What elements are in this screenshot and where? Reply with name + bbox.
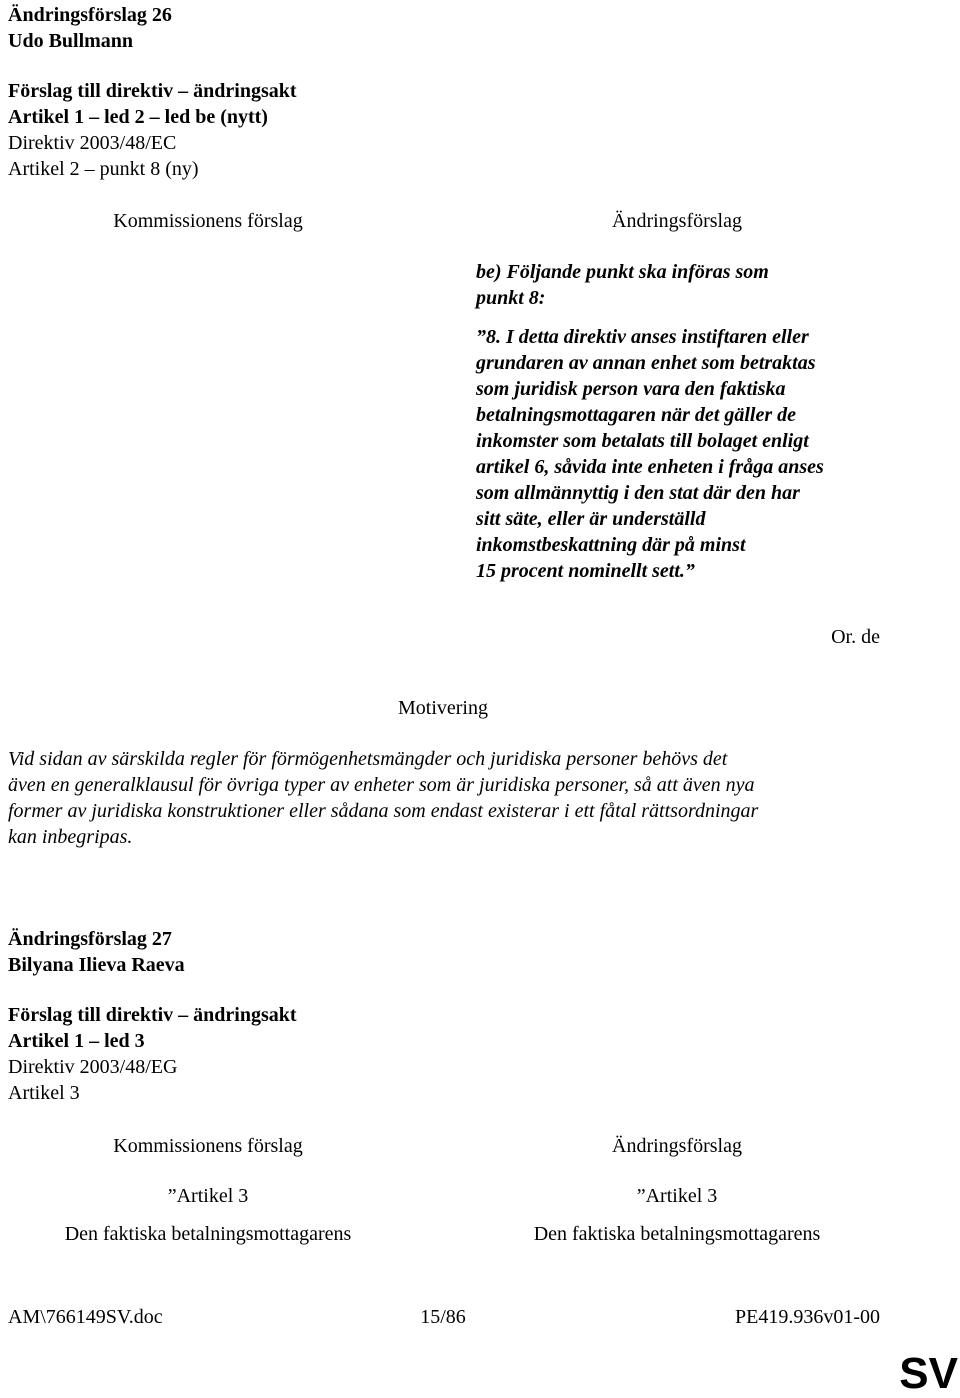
amendment-27-title: Ändringsförslag 27 bbox=[8, 928, 172, 950]
amendment-26-intro bbox=[476, 259, 769, 311]
amendment-26-header-block bbox=[8, 2, 172, 54]
amendment-26-text-line: som juridisk person vara den faktiska bbox=[476, 378, 786, 400]
amendment-27-amendment-heading: Den faktiska betalningsmottagarens bbox=[533, 1223, 821, 1245]
amendment-27-author: Bilyana Ilieva Raeva bbox=[8, 954, 185, 976]
amendment-26-directive: Direktiv 2003/48/EC bbox=[8, 132, 177, 154]
justification-text bbox=[8, 746, 758, 850]
amendment-26-text-line: betalningsmottagaren när det gäller de bbox=[476, 404, 797, 426]
justification-line: former av juridiska konstruktioner eller sådana som endast existerar i ett fåtal rättsordningar bbox=[8, 800, 759, 822]
amendment-27-col-commission: Kommissionens förslag bbox=[113, 1135, 303, 1157]
amendment-26-author: Udo Bullmann bbox=[8, 30, 134, 52]
amendment-27-col-amendment: Ändringsförslag bbox=[612, 1135, 742, 1157]
footer-pe-ref: PE419.936v01-00 bbox=[735, 1306, 880, 1328]
amendment-26-article-ref: Artikel 1 – led 2 – led be (nytt) bbox=[8, 106, 268, 128]
amendment-26-text-line: inkomstbeskattning där på minst bbox=[476, 534, 746, 556]
amendment-26-text-line: 15 procent nominellt sett.” bbox=[476, 560, 695, 582]
amendment-26-text-line: inkomster som betalats till bolaget enligt bbox=[476, 430, 809, 452]
amendment-26-text-line: artikel 6, såvida inte enheten i fråga anses bbox=[476, 456, 824, 478]
justification-line: även en generalklausul för övriga typer av enheter som är juridiska personer, så att även nya bbox=[8, 774, 755, 796]
amendment-27-commission-heading: Den faktiska betalningsmottagarens bbox=[64, 1223, 352, 1245]
amendment-26-title: Ändringsförslag 26 bbox=[8, 4, 172, 26]
amendment-26-text-line: ”8. I detta direktiv anses instiftaren eller bbox=[476, 326, 809, 348]
justification-line: Vid sidan av särskilda regler för förmögenhetsmängder och juridiska personer behövs det bbox=[8, 748, 728, 770]
amendment-26-reference-block bbox=[8, 78, 297, 182]
footer-doc-ref: AM\766149SV.doc bbox=[8, 1306, 163, 1328]
amendment-26-text-line: som allmännyttig i den stat där den har bbox=[476, 482, 800, 504]
justification-line: kan inbegripas. bbox=[8, 826, 133, 848]
amendment-26-col-amendment: Ändringsförslag bbox=[612, 210, 742, 232]
language-code: SV bbox=[899, 1349, 958, 1398]
justification-title: Motivering bbox=[398, 697, 488, 719]
amendment-26-directive-article: Artikel 2 – punkt 8 (ny) bbox=[8, 158, 199, 180]
amendment-26-text-line: grundaren av annan enhet som betraktas bbox=[476, 352, 816, 374]
amendment-27-article-ref: Artikel 1 – led 3 bbox=[8, 1030, 145, 1052]
amendment-27-commission-article: ”Artikel 3 bbox=[167, 1185, 249, 1207]
amendment-26-text bbox=[476, 324, 824, 584]
amendment-26-proposal-type: Förslag till direktiv – ändringsakt bbox=[8, 80, 297, 102]
amendment-27-directive-article: Artikel 3 bbox=[8, 1082, 80, 1104]
amendment-27-amendment-article: ”Artikel 3 bbox=[636, 1185, 718, 1207]
amendment-26-intro-line: punkt 8: bbox=[476, 287, 546, 309]
amendment-27-reference-block bbox=[8, 1002, 297, 1106]
amendment-26-text-line: sitt säte, eller är underställd bbox=[476, 508, 706, 530]
amendment-27-directive: Direktiv 2003/48/EG bbox=[8, 1056, 178, 1078]
original-language: Or. de bbox=[831, 626, 880, 648]
amendment-26-intro-line: be) Följande punkt ska införas som bbox=[476, 261, 769, 283]
footer-page-number: 15/86 bbox=[420, 1306, 466, 1328]
amendment-27-proposal-type: Förslag till direktiv – ändringsakt bbox=[8, 1004, 297, 1026]
amendment-27-header-block bbox=[8, 926, 185, 978]
amendment-26-col-commission: Kommissionens förslag bbox=[113, 210, 303, 232]
